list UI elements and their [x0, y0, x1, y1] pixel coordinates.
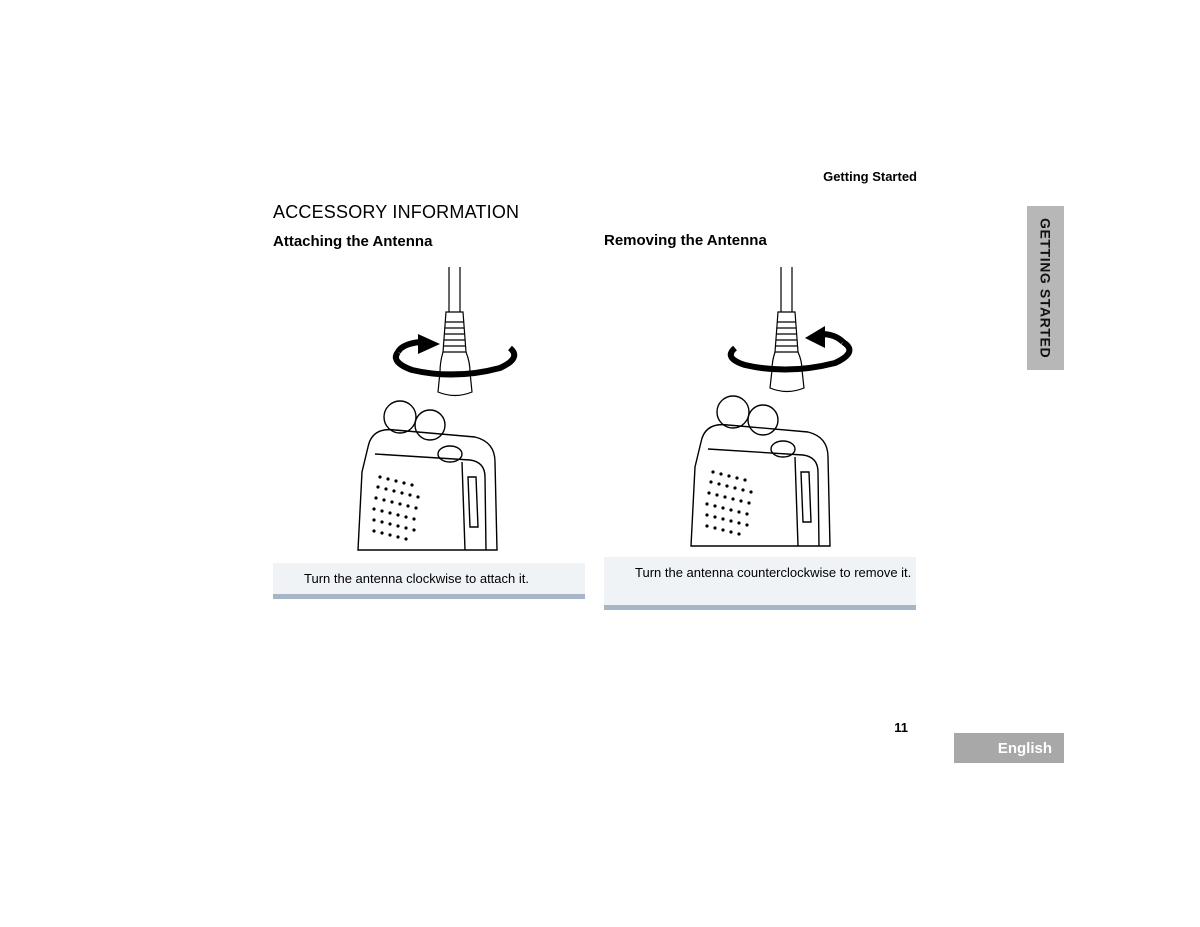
attach-antenna-heading: Attaching the Antenna: [273, 233, 433, 250]
language-tab: English: [954, 733, 1064, 763]
radio-antenna-remove-icon: [683, 262, 858, 548]
remove-note-text: Turn the antenna counterclockwise to remove it.: [635, 565, 912, 580]
attach-note: [273, 563, 585, 599]
section-title: ACCESSORY INFORMATION: [273, 202, 520, 222]
radio-antenna-attach-icon: [350, 262, 520, 552]
side-tab-label: GETTING STARTED: [1037, 217, 1054, 359]
getting-started-side-tab: [1027, 206, 1064, 370]
running-header: Getting Started: [823, 169, 917, 184]
page-number: 11: [894, 720, 908, 735]
remove-antenna-heading: Removing the Antenna: [604, 232, 767, 249]
attach-note-text: Turn the antenna clockwise to attach it.: [304, 571, 529, 586]
remove-note: [604, 557, 916, 610]
